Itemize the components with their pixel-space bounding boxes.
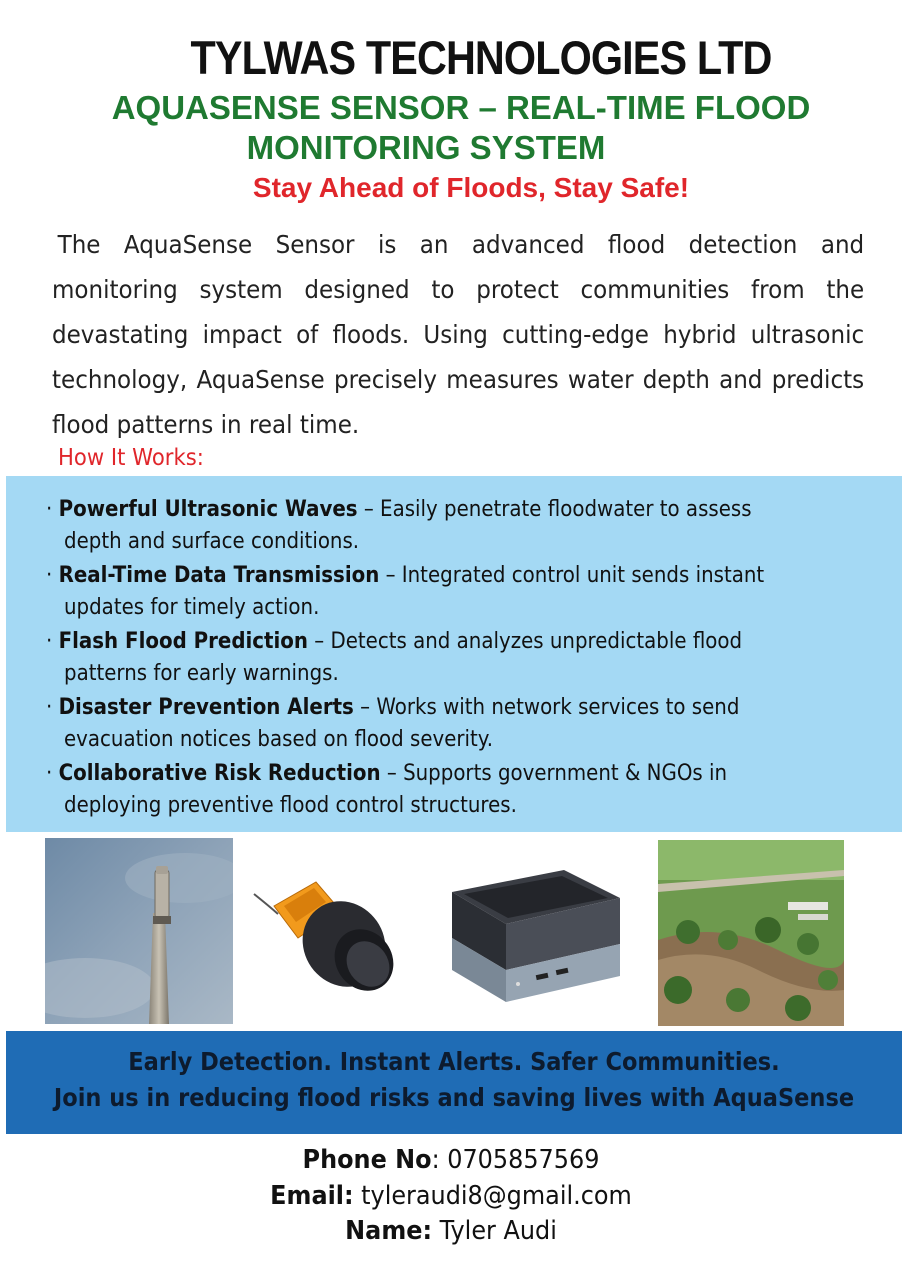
bullet: · [46, 695, 53, 720]
bullet: · [46, 497, 53, 522]
how-it-works-title: How It Works: [58, 445, 204, 471]
phone-separator: : [431, 1145, 448, 1175]
feature-desc: – Integrated control unit sends instant [379, 563, 765, 588]
banner-line2: Join us in reducing flood risks and saving lives with AquaSense [53, 1083, 855, 1112]
feature-desc: – Detects and analyzes unpredictable flood [307, 629, 743, 654]
contact-person: Tyler Audi [432, 1216, 557, 1246]
feature-title: Powerful Ultrasonic Waves [58, 497, 358, 522]
feature-desc-cont: updates for timely action. [64, 595, 320, 620]
feature-desc: – Works with network services to send [353, 695, 740, 720]
company-name: TYLWAS TECHNOLOGIES LTD [190, 31, 772, 84]
feature-desc-cont: patterns for early warnings. [64, 661, 339, 686]
feature-item [46, 560, 820, 624]
intro-paragraph: The AquaSense Sensor is an advanced flood detection and monitoring system designed to protect communities from the devastating impact of floods. Using cutting-edge hybrid ultrasonic technology, AquaSense precisely measures water depth and predicts flood patterns in real time. [52, 230, 865, 439]
phone-number: 0705857569 [447, 1145, 600, 1175]
feature-desc-cont: deploying preventive flood control structures. [64, 793, 517, 818]
ultrasonic-sensor-photo [244, 866, 400, 994]
feature-title: Disaster Prevention Alerts [58, 695, 354, 720]
contact-email [36, 1181, 866, 1211]
product-title-line2: MONITORING SYSTEM [246, 129, 606, 166]
product-title-line1: AQUASENSE SENSOR – REAL-TIME FLOOD [111, 89, 811, 126]
feature-item [46, 758, 820, 822]
feature-title: Flash Flood Prediction [58, 629, 308, 654]
feature-desc-cont: evacuation notices based on flood severity. [64, 727, 494, 752]
bullet: · [46, 629, 53, 654]
control-unit-photo [444, 862, 626, 1010]
product-title [0, 88, 902, 168]
bullet: · [46, 563, 53, 588]
sensor-pole-photo [45, 838, 233, 1024]
feature-item [46, 692, 820, 756]
contact-name [36, 1216, 866, 1246]
feature-item [46, 494, 820, 558]
feature-title: Collaborative Risk Reduction [58, 761, 381, 786]
feature-title: Real-Time Data Transmission [58, 563, 380, 588]
sensor-pole-image [45, 838, 233, 1024]
features-panel [6, 476, 902, 832]
email-label: Email: [270, 1181, 354, 1211]
control-unit-image [444, 862, 626, 1010]
feature-desc-cont: depth and surface conditions. [64, 529, 360, 554]
flooded-area-photo [658, 840, 844, 1026]
flooded-area-image [658, 840, 844, 1026]
phone-label: Phone No [302, 1145, 432, 1175]
name-label: Name: [345, 1216, 433, 1246]
cta-banner [6, 1031, 902, 1134]
contact-phone [36, 1145, 866, 1175]
feature-desc: – Supports government & NGOs in [380, 761, 728, 786]
ultrasonic-sensor-image [244, 866, 400, 994]
email-address: tyleraudi8@gmail.com [353, 1181, 632, 1211]
tagline: Stay Ahead of Floods, Stay Safe! [252, 172, 690, 203]
feature-desc: – Easily penetrate floodwater to assess [357, 497, 752, 522]
feature-item [46, 626, 820, 690]
banner-line1: Early Detection. Instant Alerts. Safer Communities. [128, 1047, 780, 1076]
bullet: · [46, 761, 53, 786]
